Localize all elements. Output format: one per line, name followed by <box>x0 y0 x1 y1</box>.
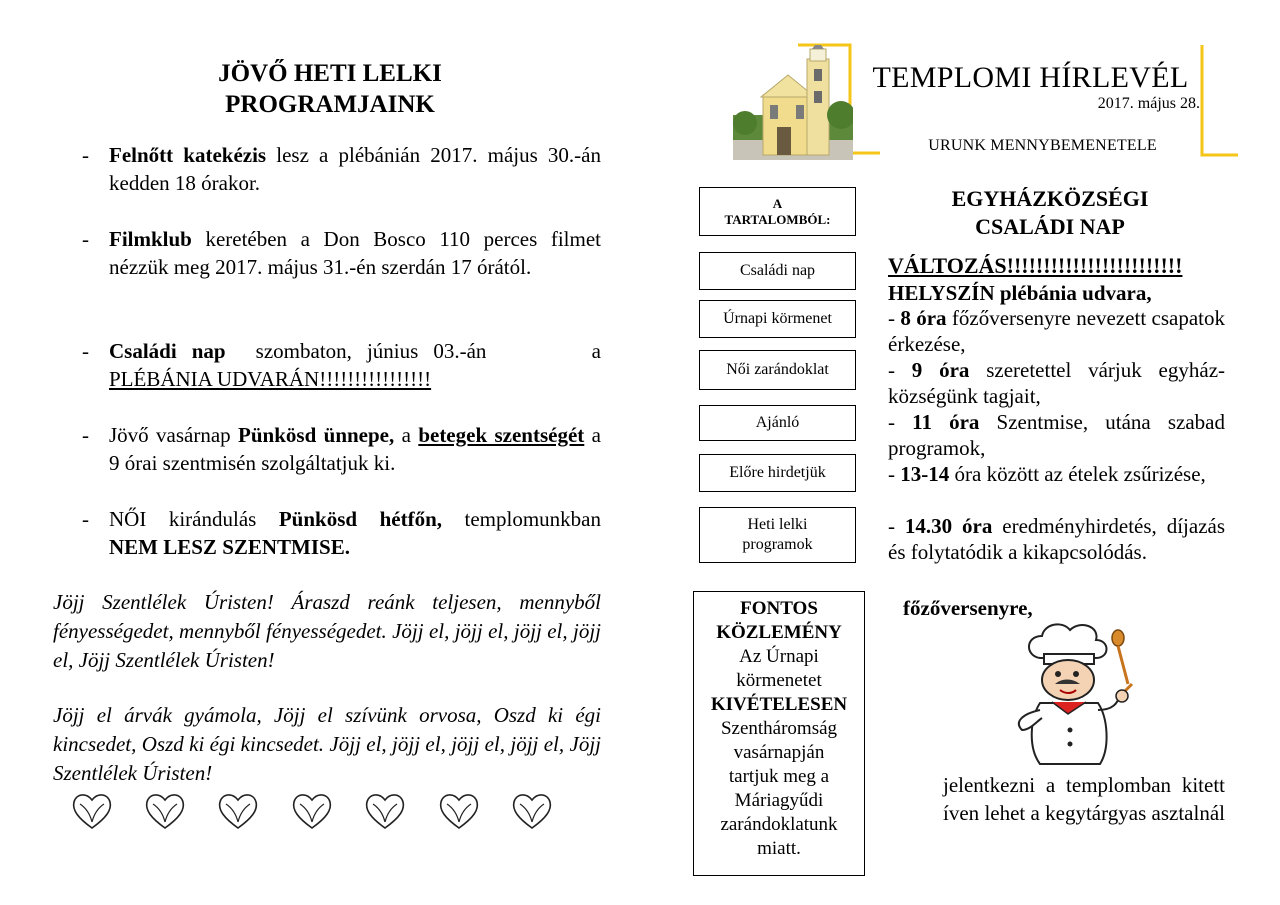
heart-dove-icon <box>514 795 551 828</box>
toc-item-ajanlo[interactable]: Ajánló <box>699 405 856 441</box>
change-notice: VÁLTOZÁS!!!!!!!!!!!!!!!!!!!!!!!! <box>888 253 1183 278</box>
chef-illustration <box>1000 618 1150 768</box>
program-name: Felnőtt katekézis <box>109 143 267 167</box>
program-item: - Filmklub keretében a Don Bosco 110 perces filmet nézzük meg 2017. május 31.-én szerdán 17 órától. <box>82 227 601 279</box>
program-name: Családi nap <box>109 339 226 363</box>
notice-title-2: KÖZLEMÉNY <box>716 622 842 643</box>
program-item: - Jövő vasárnap Pünkösd ünnepe, a betegek szentségét a 9 órai szentmisén szolgáltatjuk ki. <box>82 423 601 475</box>
heart-dove-icon <box>441 795 478 828</box>
location-line: HELYSZÍN plébánia udvara, <box>888 281 1152 305</box>
church-image <box>733 45 853 160</box>
prayer-verse-1: Jöjj Szentlélek Úristen! Áraszd reánk teljesen, mennyből fényességedet, mennyből fényességedet. Jöjj el, jöjj el, jöjj el, jöjj el, Jöjj Szentlélek Úristen! <box>53 590 601 672</box>
schedule-item: - 11 óra Szentmise, utána szabad programok, <box>888 410 1225 460</box>
toc-item-elore-hirdetjuk[interactable]: Előre hirdetjük <box>699 454 856 492</box>
newsletter-subtitle: URUNK MENNYBEMENETELE <box>928 137 1157 154</box>
toc-item-noi-zarandoklat[interactable]: Női zarándoklat <box>699 350 856 390</box>
program-item: - Felnőtt katekézis lesz a plébánián 2017. május 30.-án kedden 18 órakor. <box>82 143 601 195</box>
newsletter-date: 2017. május 28. <box>1097 95 1200 112</box>
schedule-time: 9 óra <box>911 358 970 382</box>
toc-item-heti-lelki-programok[interactable]: Heti lelki programok <box>699 507 856 563</box>
notice-title-1: FONTOS <box>740 598 818 619</box>
program-name: Filmklub <box>109 227 192 251</box>
notice-text-2: Szentháromság vasárnapján tartjuk meg a Máriagyűdi zarándoklatunk miatt. <box>720 718 838 859</box>
schedule-time: 14.30 óra <box>904 514 993 538</box>
sacrament-emphasis: betegek szentségét <box>418 423 585 447</box>
schedule-item: - 14.30 óra eredményhirdetés, díjazás és folytatódik a kikapcsolódás. <box>888 514 1226 564</box>
schedule-time: 8 óra <box>900 306 947 330</box>
schedule-time: 11 óra <box>912 410 980 434</box>
heart-dove-icon <box>367 795 404 828</box>
schedule-item: - 13-14 óra között az ételek zsűrizése, <box>888 462 1206 486</box>
heart-dove-border <box>68 788 568 832</box>
heart-dove-icon <box>147 795 184 828</box>
cooking-contest-label: főzőversenyre, <box>903 596 1033 620</box>
important-notice-box <box>693 591 865 876</box>
toc-item-csaladi-nap[interactable]: Családi nap <box>699 252 856 290</box>
prayer-verse-2: Jöjj el árvák gyámola, Jöjj el szívünk orvosa, Oszd ki égi kincsedet, Oszd ki égi kincsedet. Jöjj el, jöjj el, jöjj el, jöjj el, Jöjj Szentlélek Úristen! <box>53 703 601 785</box>
left-page-title <box>150 58 510 120</box>
program-item: - Családi nap szombaton, június 03.-án a PLÉBÁNIA UDVARÁN!!!!!!!!!!!!!!!! <box>82 339 601 391</box>
notice-text-1: Az Úrnapi körmenetet <box>736 646 822 691</box>
registration-info: jelentkezni a templomban kitett íven lehet a kegytárgyas asztalnál <box>943 773 1225 825</box>
program-item: - NŐI kirándulás Pünkösd hétfőn, templomunkban NEM LESZ SZENTMISE. <box>82 507 601 559</box>
no-mass-notice: NEM LESZ SZENTMISE. <box>109 535 350 559</box>
toc-heading: A TARTALOMBÓL: <box>699 187 856 236</box>
title-line-2: PROGRAMJAINK <box>225 91 435 118</box>
program-name: Pünkösd hétfőn, <box>278 507 442 531</box>
schedule-item: - 8 óra főzőversenyre nevezett csapatok érkezése, <box>888 306 1225 356</box>
toc-item-urnapi-kormenet[interactable]: Úrnapi körmenet <box>699 300 856 338</box>
heart-dove-icon <box>74 795 111 828</box>
schedule-time: 13-14 <box>900 462 950 486</box>
notice-emphasis: KIVÉTELESEN <box>710 694 848 715</box>
program-name: Pünkösd ünnepe, <box>238 423 395 447</box>
location-underlined: PLÉBÁNIA UDVARÁN!!!!!!!!!!!!!!!! <box>109 367 432 391</box>
family-day-title: EGYHÁZKÖZSÉGI CSALÁDI NAP <box>951 186 1149 239</box>
heart-dove-icon <box>220 795 257 828</box>
title-line-1: JÖVŐ HETI LELKI <box>218 60 442 87</box>
heart-dove-icon <box>294 795 331 828</box>
schedule-item: - 9 óra szeretettel várjuk egyház-községünk tagjait, <box>888 358 1226 408</box>
newsletter-title: TEMPLOMI HÍRLEVÉL <box>872 61 1189 94</box>
